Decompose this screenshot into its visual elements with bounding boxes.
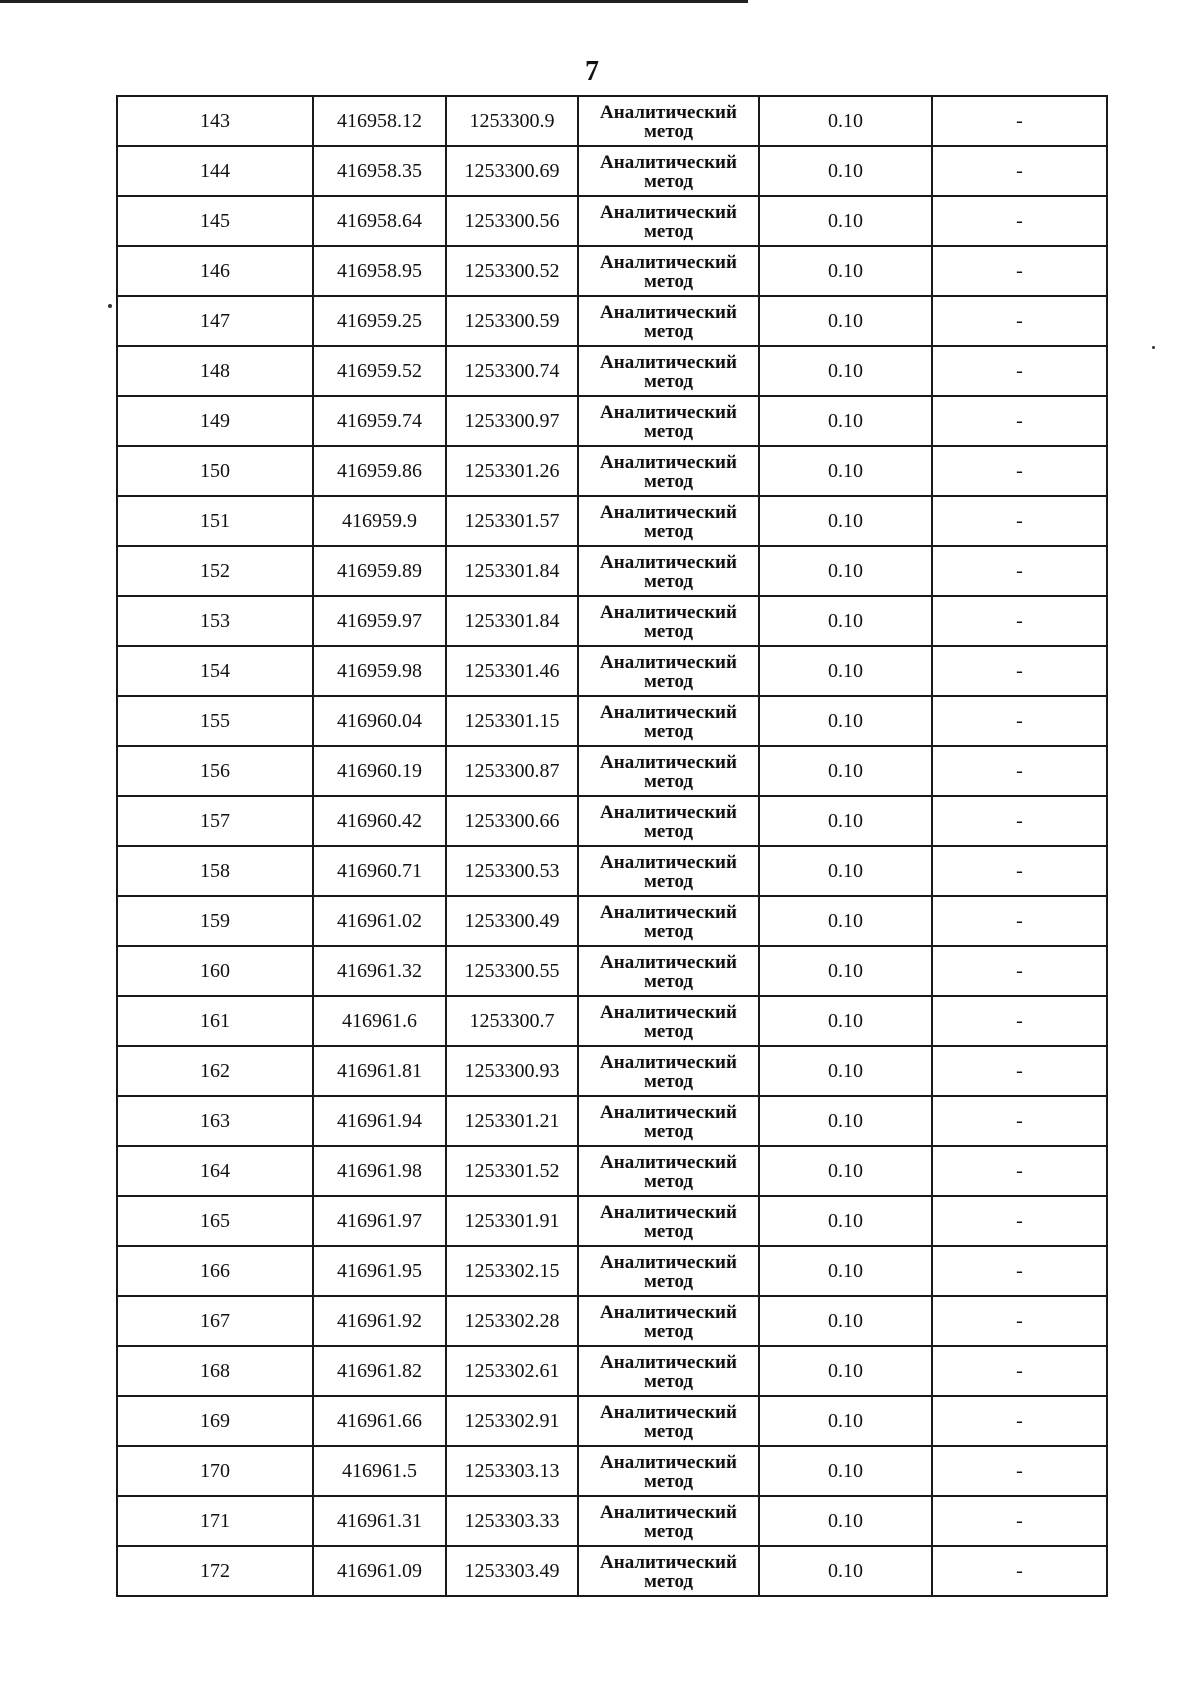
point-number-cell: 164 — [117, 1146, 313, 1196]
point-number-cell: 150 — [117, 446, 313, 496]
method-line-2: метод — [643, 1421, 694, 1442]
table-row — [117, 1546, 1107, 1596]
x-coordinate-cell: 416961.31 — [313, 1496, 446, 1546]
note-cell: - — [932, 1096, 1107, 1146]
table-row — [117, 96, 1107, 146]
method-line-2: метод — [643, 1521, 694, 1542]
x-coordinate-cell: 416961.6 — [313, 996, 446, 1046]
accuracy-cell: 0.10 — [759, 896, 932, 946]
point-number-cell: 144 — [117, 146, 313, 196]
note-cell: - — [932, 196, 1107, 246]
y-coordinate-cell: 1253300.87 — [446, 746, 578, 796]
method-line-1: Аналитический — [600, 552, 737, 573]
table-row — [117, 846, 1107, 896]
accuracy-cell: 0.10 — [759, 1546, 932, 1596]
method-line-1: Аналитический — [600, 702, 737, 723]
method-line-2: метод — [643, 1321, 694, 1342]
page-number: 7 — [585, 56, 599, 87]
x-coordinate-cell: 416960.71 — [313, 846, 446, 896]
table-row — [117, 396, 1107, 446]
table-row — [117, 646, 1107, 696]
x-coordinate-cell: 416958.64 — [313, 196, 446, 246]
x-coordinate-cell: 416959.89 — [313, 546, 446, 596]
method-line-2: метод — [643, 1071, 694, 1092]
table-row — [117, 1196, 1107, 1246]
accuracy-cell: 0.10 — [759, 96, 932, 146]
method-cell — [578, 196, 759, 246]
y-coordinate-cell: 1253301.52 — [446, 1146, 578, 1196]
point-number-cell: 168 — [117, 1346, 313, 1396]
y-coordinate-cell: 1253300.55 — [446, 946, 578, 996]
scan-top-border — [0, 0, 748, 3]
table-row — [117, 1346, 1107, 1396]
method-cell — [578, 996, 759, 1046]
method-line-1: Аналитический — [600, 352, 737, 373]
note-cell: - — [932, 1146, 1107, 1196]
accuracy-cell: 0.10 — [759, 846, 932, 896]
note-cell: - — [932, 996, 1107, 1046]
method-line-1: Аналитический — [600, 902, 737, 923]
y-coordinate-cell: 1253300.97 — [446, 396, 578, 446]
note-cell: - — [932, 846, 1107, 896]
method-cell — [578, 1396, 759, 1446]
point-number-cell: 165 — [117, 1196, 313, 1246]
scan-speck — [1152, 346, 1155, 349]
accuracy-cell: 0.10 — [759, 546, 932, 596]
coordinates-table — [116, 95, 1108, 1597]
y-coordinate-cell: 1253303.49 — [446, 1546, 578, 1596]
method-cell — [578, 96, 759, 146]
x-coordinate-cell: 416959.86 — [313, 446, 446, 496]
note-cell: - — [932, 1546, 1107, 1596]
y-coordinate-cell: 1253301.26 — [446, 446, 578, 496]
point-number-cell: 143 — [117, 96, 313, 146]
method-line-2: метод — [643, 1121, 694, 1142]
point-number-cell: 147 — [117, 296, 313, 346]
method-line-2: метод — [643, 271, 694, 292]
x-coordinate-cell: 416958.12 — [313, 96, 446, 146]
table-row — [117, 496, 1107, 546]
method-line-2: метод — [643, 1271, 694, 1292]
table-row — [117, 746, 1107, 796]
method-line-2: метод — [643, 421, 694, 442]
x-coordinate-cell: 416960.42 — [313, 796, 446, 846]
y-coordinate-cell: 1253300.93 — [446, 1046, 578, 1096]
method-cell — [578, 1496, 759, 1546]
note-cell: - — [932, 1296, 1107, 1346]
accuracy-cell: 0.10 — [759, 346, 932, 396]
note-cell: - — [932, 296, 1107, 346]
method-line-2: метод — [643, 821, 694, 842]
accuracy-cell: 0.10 — [759, 196, 932, 246]
note-cell: - — [932, 146, 1107, 196]
y-coordinate-cell: 1253300.74 — [446, 346, 578, 396]
note-cell: - — [932, 1046, 1107, 1096]
x-coordinate-cell: 416961.09 — [313, 1546, 446, 1596]
method-line-2: метод — [643, 571, 694, 592]
note-cell: - — [932, 746, 1107, 796]
method-line-1: Аналитический — [600, 752, 737, 773]
table-row — [117, 446, 1107, 496]
accuracy-cell: 0.10 — [759, 246, 932, 296]
method-line-2: метод — [643, 921, 694, 942]
note-cell: - — [932, 546, 1107, 596]
x-coordinate-cell: 416961.5 — [313, 1446, 446, 1496]
note-cell: - — [932, 1346, 1107, 1396]
method-line-2: метод — [643, 471, 694, 492]
table-row — [117, 596, 1107, 646]
point-number-cell: 156 — [117, 746, 313, 796]
note-cell: - — [932, 696, 1107, 746]
method-cell — [578, 496, 759, 546]
x-coordinate-cell: 416958.35 — [313, 146, 446, 196]
accuracy-cell: 0.10 — [759, 946, 932, 996]
point-number-cell: 154 — [117, 646, 313, 696]
method-line-1: Аналитический — [600, 202, 737, 223]
method-line-1: Аналитический — [600, 1552, 737, 1573]
method-line-1: Аналитический — [600, 852, 737, 873]
table-row — [117, 346, 1107, 396]
table-row — [117, 146, 1107, 196]
table-row — [117, 246, 1107, 296]
table-row — [117, 1396, 1107, 1446]
x-coordinate-cell: 416960.04 — [313, 696, 446, 746]
method-line-2: метод — [643, 1371, 694, 1392]
method-line-2: метод — [643, 1571, 694, 1592]
method-line-2: метод — [643, 621, 694, 642]
point-number-cell: 166 — [117, 1246, 313, 1296]
note-cell: - — [932, 646, 1107, 696]
accuracy-cell: 0.10 — [759, 696, 932, 746]
method-cell — [578, 1296, 759, 1346]
method-cell — [578, 1346, 759, 1396]
method-cell — [578, 296, 759, 346]
method-cell — [578, 796, 759, 846]
point-number-cell: 151 — [117, 496, 313, 546]
method-line-2: метод — [643, 1471, 694, 1492]
y-coordinate-cell: 1253301.84 — [446, 546, 578, 596]
method-cell — [578, 396, 759, 446]
method-cell — [578, 746, 759, 796]
point-number-cell: 170 — [117, 1446, 313, 1496]
y-coordinate-cell: 1253300.66 — [446, 796, 578, 846]
note-cell: - — [932, 1446, 1107, 1496]
method-cell — [578, 1546, 759, 1596]
method-cell — [578, 946, 759, 996]
note-cell: - — [932, 1396, 1107, 1446]
accuracy-cell: 0.10 — [759, 1096, 932, 1146]
accuracy-cell: 0.10 — [759, 646, 932, 696]
x-coordinate-cell: 416959.98 — [313, 646, 446, 696]
method-line-1: Аналитический — [600, 1052, 737, 1073]
method-line-2: метод — [643, 121, 694, 142]
x-coordinate-cell: 416961.97 — [313, 1196, 446, 1246]
accuracy-cell: 0.10 — [759, 1196, 932, 1246]
x-coordinate-cell: 416961.32 — [313, 946, 446, 996]
coordinates-table-body — [117, 96, 1107, 1596]
method-line-2: метод — [643, 521, 694, 542]
y-coordinate-cell: 1253300.59 — [446, 296, 578, 346]
table-row — [117, 546, 1107, 596]
method-cell — [578, 696, 759, 746]
method-line-1: Аналитический — [600, 402, 737, 423]
note-cell: - — [932, 346, 1107, 396]
table-row — [117, 896, 1107, 946]
point-number-cell: 169 — [117, 1396, 313, 1446]
accuracy-cell: 0.10 — [759, 146, 932, 196]
x-coordinate-cell: 416961.81 — [313, 1046, 446, 1096]
point-number-cell: 167 — [117, 1296, 313, 1346]
point-number-cell: 149 — [117, 396, 313, 446]
point-number-cell: 161 — [117, 996, 313, 1046]
table-row — [117, 1296, 1107, 1346]
method-line-1: Аналитический — [600, 252, 737, 273]
method-cell — [578, 896, 759, 946]
accuracy-cell: 0.10 — [759, 1346, 932, 1396]
y-coordinate-cell: 1253301.57 — [446, 496, 578, 546]
x-coordinate-cell: 416959.25 — [313, 296, 446, 346]
point-number-cell: 159 — [117, 896, 313, 946]
y-coordinate-cell: 1253303.33 — [446, 1496, 578, 1546]
note-cell: - — [932, 1196, 1107, 1246]
y-coordinate-cell: 1253300.7 — [446, 996, 578, 1046]
method-cell — [578, 146, 759, 196]
method-line-2: метод — [643, 221, 694, 242]
method-line-1: Аналитический — [600, 602, 737, 623]
y-coordinate-cell: 1253300.56 — [446, 196, 578, 246]
point-number-cell: 158 — [117, 846, 313, 896]
y-coordinate-cell: 1253301.15 — [446, 696, 578, 746]
note-cell: - — [932, 596, 1107, 646]
point-number-cell: 163 — [117, 1096, 313, 1146]
y-coordinate-cell: 1253301.84 — [446, 596, 578, 646]
table-row — [117, 1446, 1107, 1496]
y-coordinate-cell: 1253300.53 — [446, 846, 578, 896]
method-cell — [578, 1246, 759, 1296]
method-line-1: Аналитический — [600, 652, 737, 673]
accuracy-cell: 0.10 — [759, 396, 932, 446]
y-coordinate-cell: 1253302.61 — [446, 1346, 578, 1396]
method-line-1: Аналитический — [600, 1152, 737, 1173]
x-coordinate-cell: 416961.66 — [313, 1396, 446, 1446]
accuracy-cell: 0.10 — [759, 446, 932, 496]
accuracy-cell: 0.10 — [759, 996, 932, 1046]
method-line-1: Аналитический — [600, 802, 737, 823]
table-row — [117, 1146, 1107, 1196]
point-number-cell: 153 — [117, 596, 313, 646]
table-row — [117, 946, 1107, 996]
x-coordinate-cell: 416961.95 — [313, 1246, 446, 1296]
x-coordinate-cell: 416961.94 — [313, 1096, 446, 1146]
method-line-1: Аналитический — [600, 1502, 737, 1523]
point-number-cell: 145 — [117, 196, 313, 246]
method-line-2: метод — [643, 671, 694, 692]
x-coordinate-cell: 416961.98 — [313, 1146, 446, 1196]
table-row — [117, 796, 1107, 846]
y-coordinate-cell: 1253302.91 — [446, 1396, 578, 1446]
accuracy-cell: 0.10 — [759, 496, 932, 546]
accuracy-cell: 0.10 — [759, 596, 932, 646]
method-line-1: Аналитический — [600, 1402, 737, 1423]
y-coordinate-cell: 1253303.13 — [446, 1446, 578, 1496]
method-cell — [578, 1046, 759, 1096]
y-coordinate-cell: 1253301.21 — [446, 1096, 578, 1146]
scan-speck — [108, 304, 112, 308]
method-line-2: метод — [643, 1171, 694, 1192]
method-line-1: Аналитический — [600, 502, 737, 523]
point-number-cell: 157 — [117, 796, 313, 846]
accuracy-cell: 0.10 — [759, 296, 932, 346]
method-line-1: Аналитический — [600, 302, 737, 323]
note-cell: - — [932, 896, 1107, 946]
method-line-2: метод — [643, 321, 694, 342]
y-coordinate-cell: 1253300.69 — [446, 146, 578, 196]
method-line-1: Аналитический — [600, 1002, 737, 1023]
method-line-2: метод — [643, 1221, 694, 1242]
table-row — [117, 1246, 1107, 1296]
method-line-1: Аналитический — [600, 102, 737, 123]
method-line-2: метод — [643, 721, 694, 742]
y-coordinate-cell: 1253302.28 — [446, 1296, 578, 1346]
method-line-1: Аналитический — [600, 1302, 737, 1323]
accuracy-cell: 0.10 — [759, 1296, 932, 1346]
note-cell: - — [932, 946, 1107, 996]
y-coordinate-cell: 1253302.15 — [446, 1246, 578, 1296]
y-coordinate-cell: 1253300.9 — [446, 96, 578, 146]
method-line-1: Аналитический — [600, 1252, 737, 1273]
note-cell: - — [932, 496, 1107, 546]
table-row — [117, 1096, 1107, 1146]
point-number-cell: 148 — [117, 346, 313, 396]
method-line-1: Аналитический — [600, 1102, 737, 1123]
method-line-2: метод — [643, 871, 694, 892]
method-line-2: метод — [643, 1021, 694, 1042]
point-number-cell: 160 — [117, 946, 313, 996]
method-cell — [578, 246, 759, 296]
accuracy-cell: 0.10 — [759, 796, 932, 846]
x-coordinate-cell: 416959.74 — [313, 396, 446, 446]
y-coordinate-cell: 1253300.52 — [446, 246, 578, 296]
method-line-1: Аналитический — [600, 1202, 737, 1223]
method-cell — [578, 1446, 759, 1496]
point-number-cell: 172 — [117, 1546, 313, 1596]
accuracy-cell: 0.10 — [759, 1396, 932, 1446]
method-line-2: метод — [643, 171, 694, 192]
note-cell: - — [932, 246, 1107, 296]
method-cell — [578, 446, 759, 496]
accuracy-cell: 0.10 — [759, 1046, 932, 1096]
method-cell — [578, 1096, 759, 1146]
point-number-cell: 146 — [117, 246, 313, 296]
method-line-1: Аналитический — [600, 1452, 737, 1473]
table-row — [117, 1046, 1107, 1096]
x-coordinate-cell: 416961.92 — [313, 1296, 446, 1346]
x-coordinate-cell: 416959.97 — [313, 596, 446, 646]
x-coordinate-cell: 416958.95 — [313, 246, 446, 296]
accuracy-cell: 0.10 — [759, 1246, 932, 1296]
x-coordinate-cell: 416960.19 — [313, 746, 446, 796]
method-cell — [578, 1196, 759, 1246]
note-cell: - — [932, 396, 1107, 446]
table-row — [117, 196, 1107, 246]
point-number-cell: 152 — [117, 546, 313, 596]
x-coordinate-cell: 416961.02 — [313, 896, 446, 946]
table-row — [117, 996, 1107, 1046]
method-line-2: метод — [643, 971, 694, 992]
point-number-cell: 155 — [117, 696, 313, 746]
accuracy-cell: 0.10 — [759, 1446, 932, 1496]
method-line-1: Аналитический — [600, 452, 737, 473]
method-line-2: метод — [643, 771, 694, 792]
method-line-1: Аналитический — [600, 952, 737, 973]
point-number-cell: 162 — [117, 1046, 313, 1096]
table-row — [117, 296, 1107, 346]
accuracy-cell: 0.10 — [759, 1496, 932, 1546]
method-cell — [578, 346, 759, 396]
y-coordinate-cell: 1253301.46 — [446, 646, 578, 696]
method-cell — [578, 646, 759, 696]
table-row — [117, 696, 1107, 746]
table-row — [117, 1496, 1107, 1546]
y-coordinate-cell: 1253300.49 — [446, 896, 578, 946]
method-cell — [578, 596, 759, 646]
note-cell: - — [932, 796, 1107, 846]
note-cell: - — [932, 96, 1107, 146]
y-coordinate-cell: 1253301.91 — [446, 1196, 578, 1246]
note-cell: - — [932, 1246, 1107, 1296]
method-line-1: Аналитический — [600, 1352, 737, 1373]
method-cell — [578, 846, 759, 896]
note-cell: - — [932, 1496, 1107, 1546]
method-cell — [578, 1146, 759, 1196]
method-line-2: метод — [643, 371, 694, 392]
x-coordinate-cell: 416961.82 — [313, 1346, 446, 1396]
note-cell: - — [932, 446, 1107, 496]
point-number-cell: 171 — [117, 1496, 313, 1546]
x-coordinate-cell: 416959.9 — [313, 496, 446, 546]
x-coordinate-cell: 416959.52 — [313, 346, 446, 396]
method-cell — [578, 546, 759, 596]
accuracy-cell: 0.10 — [759, 746, 932, 796]
method-line-1: Аналитический — [600, 152, 737, 173]
accuracy-cell: 0.10 — [759, 1146, 932, 1196]
